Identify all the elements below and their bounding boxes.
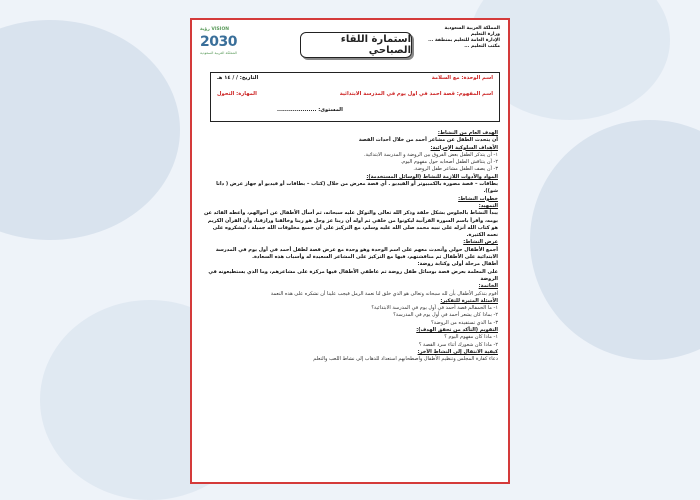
date-field: التاريخ: / / ١٤ هـ xyxy=(217,75,259,81)
level-field: المستوى: .................... xyxy=(277,107,343,113)
section-heading: التقويم (التأكد من تحقق الهدف): xyxy=(416,327,498,334)
transition-text: دعاء كفارة المجلس وتنظيم الأطفال واصطحابهم استعداد للذهاب إلى نشاط اللعب والتعلم xyxy=(313,356,498,363)
info-box xyxy=(210,72,500,122)
section-heading: أطفال مرحلة أولى وكتابة روضة: xyxy=(417,261,498,268)
document-title: استمارة اللقاء الصباحي xyxy=(300,32,412,58)
section-heading: الأهداف السلوكية الإجرائية: xyxy=(430,144,498,151)
info-row xyxy=(217,107,493,119)
section-heading: عرض النشاط: xyxy=(463,239,498,246)
question-item: ٣- ما الذي تستفيده من الروضة؟ xyxy=(431,319,498,326)
closing-text: على المعلمة بعرض قصة بوسائل طفل روضة ثم عاطفي الأطفال فيها مركزة على مشاعرهم، وما الذي يستطيعونه في الروضة xyxy=(208,268,498,282)
section-heading: الخاتمة: xyxy=(478,283,498,290)
goal-item: ١- أن يتذكر الطفل بعض الفروق بين الروضة و المدرسة الابتدائية. xyxy=(363,151,498,158)
tools-text: بطاقات – قصة مصورة بالكمبيوتر أو الفيديو . أي قصة معرض من خلال (كتاب – بطاقات أو فيديو أو جهاز عرض ( داتا شو)). xyxy=(216,181,498,195)
skill-field: المهارة: التحول xyxy=(217,91,257,97)
vision-number: 2030 xyxy=(200,34,237,50)
ministry-line: المملكة العربية السعودية xyxy=(444,26,500,31)
section-heading: الهدف العام من النشاط: xyxy=(437,130,498,136)
intro-text: يبدأ النشاط بالجلوس بشكل حلقة وذكر الله تعالى والتوكل عليه سبحانه، ثم أسأل الأطفال عن أحوالهم، وأعطه القائد عن يومه، وأقرأ باسم السورة القرآنية ليكونوا من خلفي ثم أوله أن ربنا عز وجل هو ربنا وخالقنا ورازقنا، وأن القرآن الكريم هو كتاب الله أنزله على نبيه محمد صلى الله عليه وسلم، مع التركيز على أن جميع مخلوقات الله جميلة ، ليشكروه على نعمه الكثيرة. xyxy=(203,210,498,239)
section-heading: خطوات النشاط: xyxy=(458,195,498,202)
ministry-line: مكتب التعليم ... xyxy=(464,44,500,49)
goal-general: أن يتحدث الطفل عن مشاعر أحمد من خلال أحداث القصة xyxy=(358,137,498,144)
background-blob xyxy=(0,20,180,240)
topic-name: اسم المفهوم: قصة أحمد في أول يوم في المدرسة الابتدائية xyxy=(339,91,493,97)
question-item: ٢- بماذا كان يشعر أحمد في أول يوم في المدرسة؟ xyxy=(393,312,498,319)
section-heading: المواد والأدوات اللازمة للنشاط (الوسائل المستخدمة): xyxy=(366,173,498,180)
ministry-block xyxy=(418,26,500,50)
section-heading: التمهيد: xyxy=(478,202,498,209)
eval-item: ٢- ماذا كان شعورك أثناء سرد القصة ؟ xyxy=(418,341,498,348)
section-heading: الأسئلة المثيرة للتفكير: xyxy=(440,297,498,304)
info-row xyxy=(217,91,493,103)
unit-name: اسم الوحدة: مع السلامة xyxy=(431,75,493,81)
background-blob xyxy=(530,120,700,360)
ministry-line: وزارة التعليم xyxy=(470,32,500,37)
goal-item: ٢- أن يتناقش الطفل أصحابه حول مفهوم اليوم. xyxy=(400,159,498,166)
document-page xyxy=(190,18,510,484)
question-item: ١- ما الحمفالم قصة أحمد في أول يوم في المدرسة الابتدائية؟ xyxy=(371,305,498,312)
presentation-text: أجمع الأطفال حولي وأتحدث معهم على اسم الوحدة وهو وحدة مع عرض قصة لطفل أحمد في أول يوم في المدرسة الابتدائية على الأطفال ثم مناقشتهم، فيها مع التركيز على المشاعر السعيدة له وأسباب هذه السعادة. xyxy=(215,246,498,261)
document-header xyxy=(200,26,500,62)
vision-subtitle: المملكة العربية السعودية xyxy=(200,51,237,55)
vision-label: رؤية VISION xyxy=(200,27,230,32)
summary-text: أقوم بتذكير الأطفال بأن لله سبحانه وتعالى هو الذي خلق لنا نعمة الرمل فيجب علينا أن نشكره على هذه النعمة xyxy=(270,290,498,297)
goal-item: ٣- أن يصف الطفل مشاعر طفل الروضة. xyxy=(413,166,498,173)
info-row xyxy=(217,75,493,87)
section-heading: كيفية الانتقال إلى النشاط الآخر: xyxy=(417,348,498,355)
eval-item: ١- ماذا كان مفهوم اليوم ؟ xyxy=(444,334,498,341)
vision-2030-logo xyxy=(200,26,258,60)
document-body xyxy=(202,130,498,364)
ministry-line: الإدارة العامة للتعليم بمنطقة ... xyxy=(428,38,500,43)
